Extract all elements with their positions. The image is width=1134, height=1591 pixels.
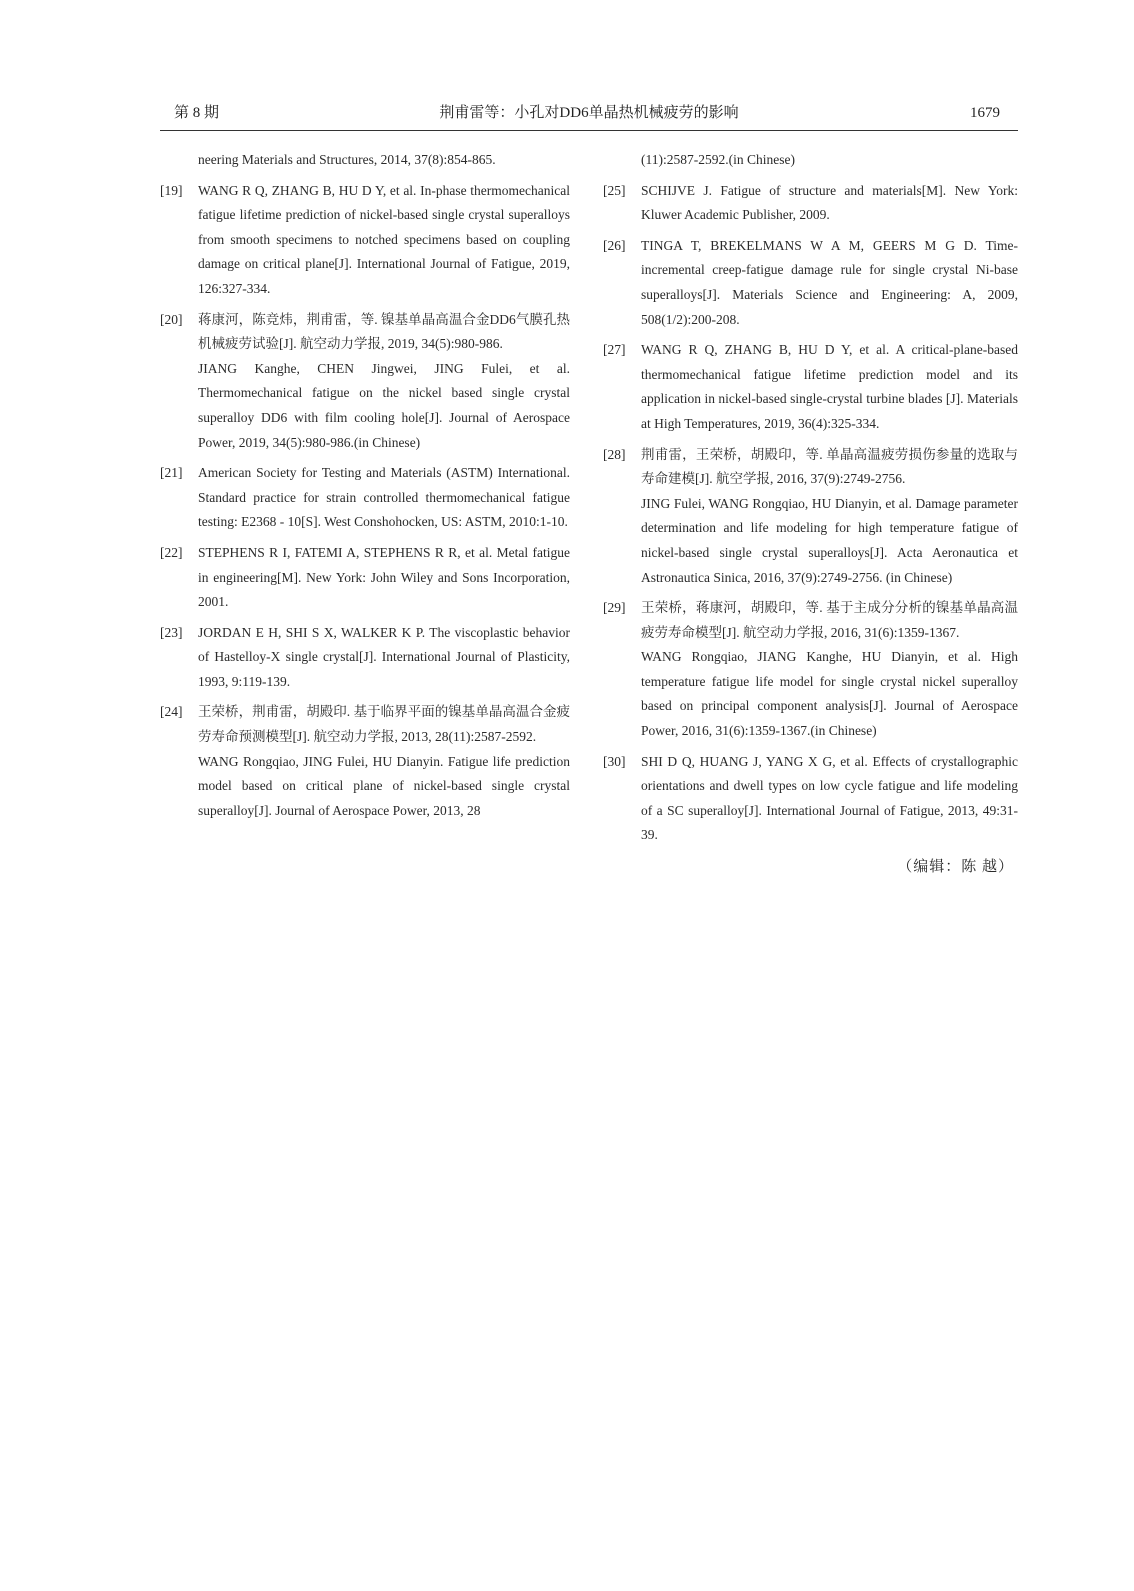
left-column [160,148,570,829]
reference-text [641,750,1018,848]
reference-list-left [160,179,570,824]
reference-item [603,596,1018,744]
reference-line: WANG Rongqiao, JIANG Kanghe, HU Dianyin, et al. High temperature fatigue life model for single crystal nickel superalloy based on principal component analysis[J]. Journal of Aerospace Power, 2016, 31(6):1359-1367.(in Chinese) [641,649,1018,739]
reference-number: [28] [603,446,626,462]
reference-item [160,308,570,456]
reference-text [641,179,1018,228]
reference-number: [19] [160,182,183,198]
reference-number: [30] [603,753,626,769]
reference-line: 荆甫雷，王荣桥，胡殿印，等. 单晶高温疲劳损伤参量的选取与寿命建模[J]. 航空学报, 2016, 37(9):2749-2756. [641,446,1018,487]
reference-number: [20] [160,311,183,327]
reference-text [198,541,570,615]
reference-item [603,234,1018,332]
reference-line: JING Fulei, WANG Rongqiao, HU Dianyin, et al. Damage parameter determination and life modeling for high temperature fatigue of nickel-based single crystal superalloys[J]. Acta Aeronautica et Astronautica Sinica, 2016, 37(9):2749-2756. (in Chinese) [641,495,1018,585]
reference-line: SCHIJVE J. Fatigue of structure and materials[M]. New York: Kluwer Academic Publisher, 2009. [641,182,1018,223]
reference-item [603,338,1018,436]
reference-item [160,461,570,535]
reference-continuation: neering Materials and Structures, 2014, 37(8):854-865. [198,152,496,167]
reference-number: [25] [603,182,626,198]
reference-line: WANG Rongqiao, JING Fulei, HU Dianyin. Fatigue life prediction model based on critical plane of nickel-based single crystal superalloy[J]. Journal of Aerospace Power, 2013, 28 [198,753,570,818]
reference-line: SHI D Q, HUANG J, YANG X G, et al. Effects of crystallographic orientations and dwell types on low cycle fatigue and life modeling of a SC superalloy[J]. International Journal of Fatigue, 2013, 49:31-39. [641,753,1018,843]
reference-line: WANG R Q, ZHANG B, HU D Y, et al. In-phase thermomechanical fatigue lifetime prediction of nickel-based single crystal superalloys from smooth specimens to notched specimens based on coupling damage on critical plane[J]. International Journal of Fatigue, 2019, 126:327-334. [198,182,570,296]
reference-item [160,179,570,302]
reference-number: [24] [160,704,183,720]
reference-line: 王荣桥，蒋康河，胡殿印，等. 基于主成分分析的镍基单晶高温疲劳寿命模型[J]. 航空动力学报, 2016, 31(6):1359-1367. [641,600,1018,640]
reference-text [198,308,570,456]
page-number: 1679 [970,105,1000,121]
reference-list-right [603,179,1018,848]
reference-line: JORDAN E H, SHI S X, WALKER K P. The viscoplastic behavior of Hastelloy-X single crystal[J]. International Journal of Plasticity, 1993, 9:119-139. [198,624,570,689]
reference-line: American Society for Testing and Materials (ASTM) International. Standard practice for strain controlled thermomechanical fatigue testing: E2368 - 10[S]. West Conshohocken, US: ASTM, 2010:1-10. [198,465,570,530]
reference-line: WANG R Q, ZHANG B, HU D Y, et al. A critical-plane-based thermomechanical fatigue lifetime prediction model and its application in nickel-based single-crystal turbine blades [J]. Materials at High Temperatures, 2019, 36(4):325-334. [641,342,1018,431]
reference-continuation: (11):2587-2592.(in Chinese) [641,152,795,167]
reference-number: [23] [160,624,183,640]
reference-text [198,621,570,695]
reference-number: [29] [603,600,626,616]
reference-item [160,541,570,615]
reference-text [198,179,570,302]
issue-number: 第 8 期 [174,105,220,121]
reference-text [198,700,570,823]
running-title: 荆甫雷等：小孔对DD6单晶热机械疲劳的影响 [439,105,739,121]
reference-line: JIANG Kanghe, CHEN Jingwei, JING Fulei, et al. Thermomechanical fatigue on the nickel based single crystal superalloy DD6 with film cooling hole[J]. Journal of Aerospace Power, 2019, 34(5):980-986.(in Chinese) [198,360,570,450]
reference-item [160,621,570,695]
reference-number: [26] [603,237,626,253]
reference-line: STEPHENS R I, FATEMI A, STEPHENS R R, et al. Metal fatigue in engineering[M]. New York: John Wiley and Sons Incorporation, 2001. [198,544,570,610]
reference-text [641,596,1018,744]
reference-text [641,234,1018,332]
reference-line: TINGA T, BREKELMANS W A M, GEERS M G D. Time-incremental creep-fatigue damage rule for single crystal Ni-base superalloys[J]. Materials Science and Engineering: A, 2009, 508(1/2):200-208. [641,237,1018,327]
running-header [160,102,1018,131]
reference-item [603,750,1018,848]
reference-item [160,700,570,823]
reference-number: [27] [603,342,626,358]
reference-text [198,461,570,535]
right-column [603,148,1018,880]
reference-number: [22] [160,544,183,560]
reference-number: [21] [160,465,183,481]
reference-item [603,443,1018,591]
reference-line: 蒋康河，陈竞炜，荆甫雷，等. 镍基单晶高温合金DD6气膜孔热机械疲劳试验[J]. 航空动力学报, 2019, 34(5):980-986. [198,311,570,352]
reference-text [641,443,1018,591]
reference-text [641,338,1018,436]
editor-note: （编辑：陈 越） [897,859,1014,876]
reference-item [603,179,1018,228]
reference-line: 王荣桥，荆甫雷，胡殿印. 基于临界平面的镍基单晶高温合金疲劳寿命预测模型[J]. 航空动力学报, 2013, 28(11):2587-2592. [198,704,570,745]
